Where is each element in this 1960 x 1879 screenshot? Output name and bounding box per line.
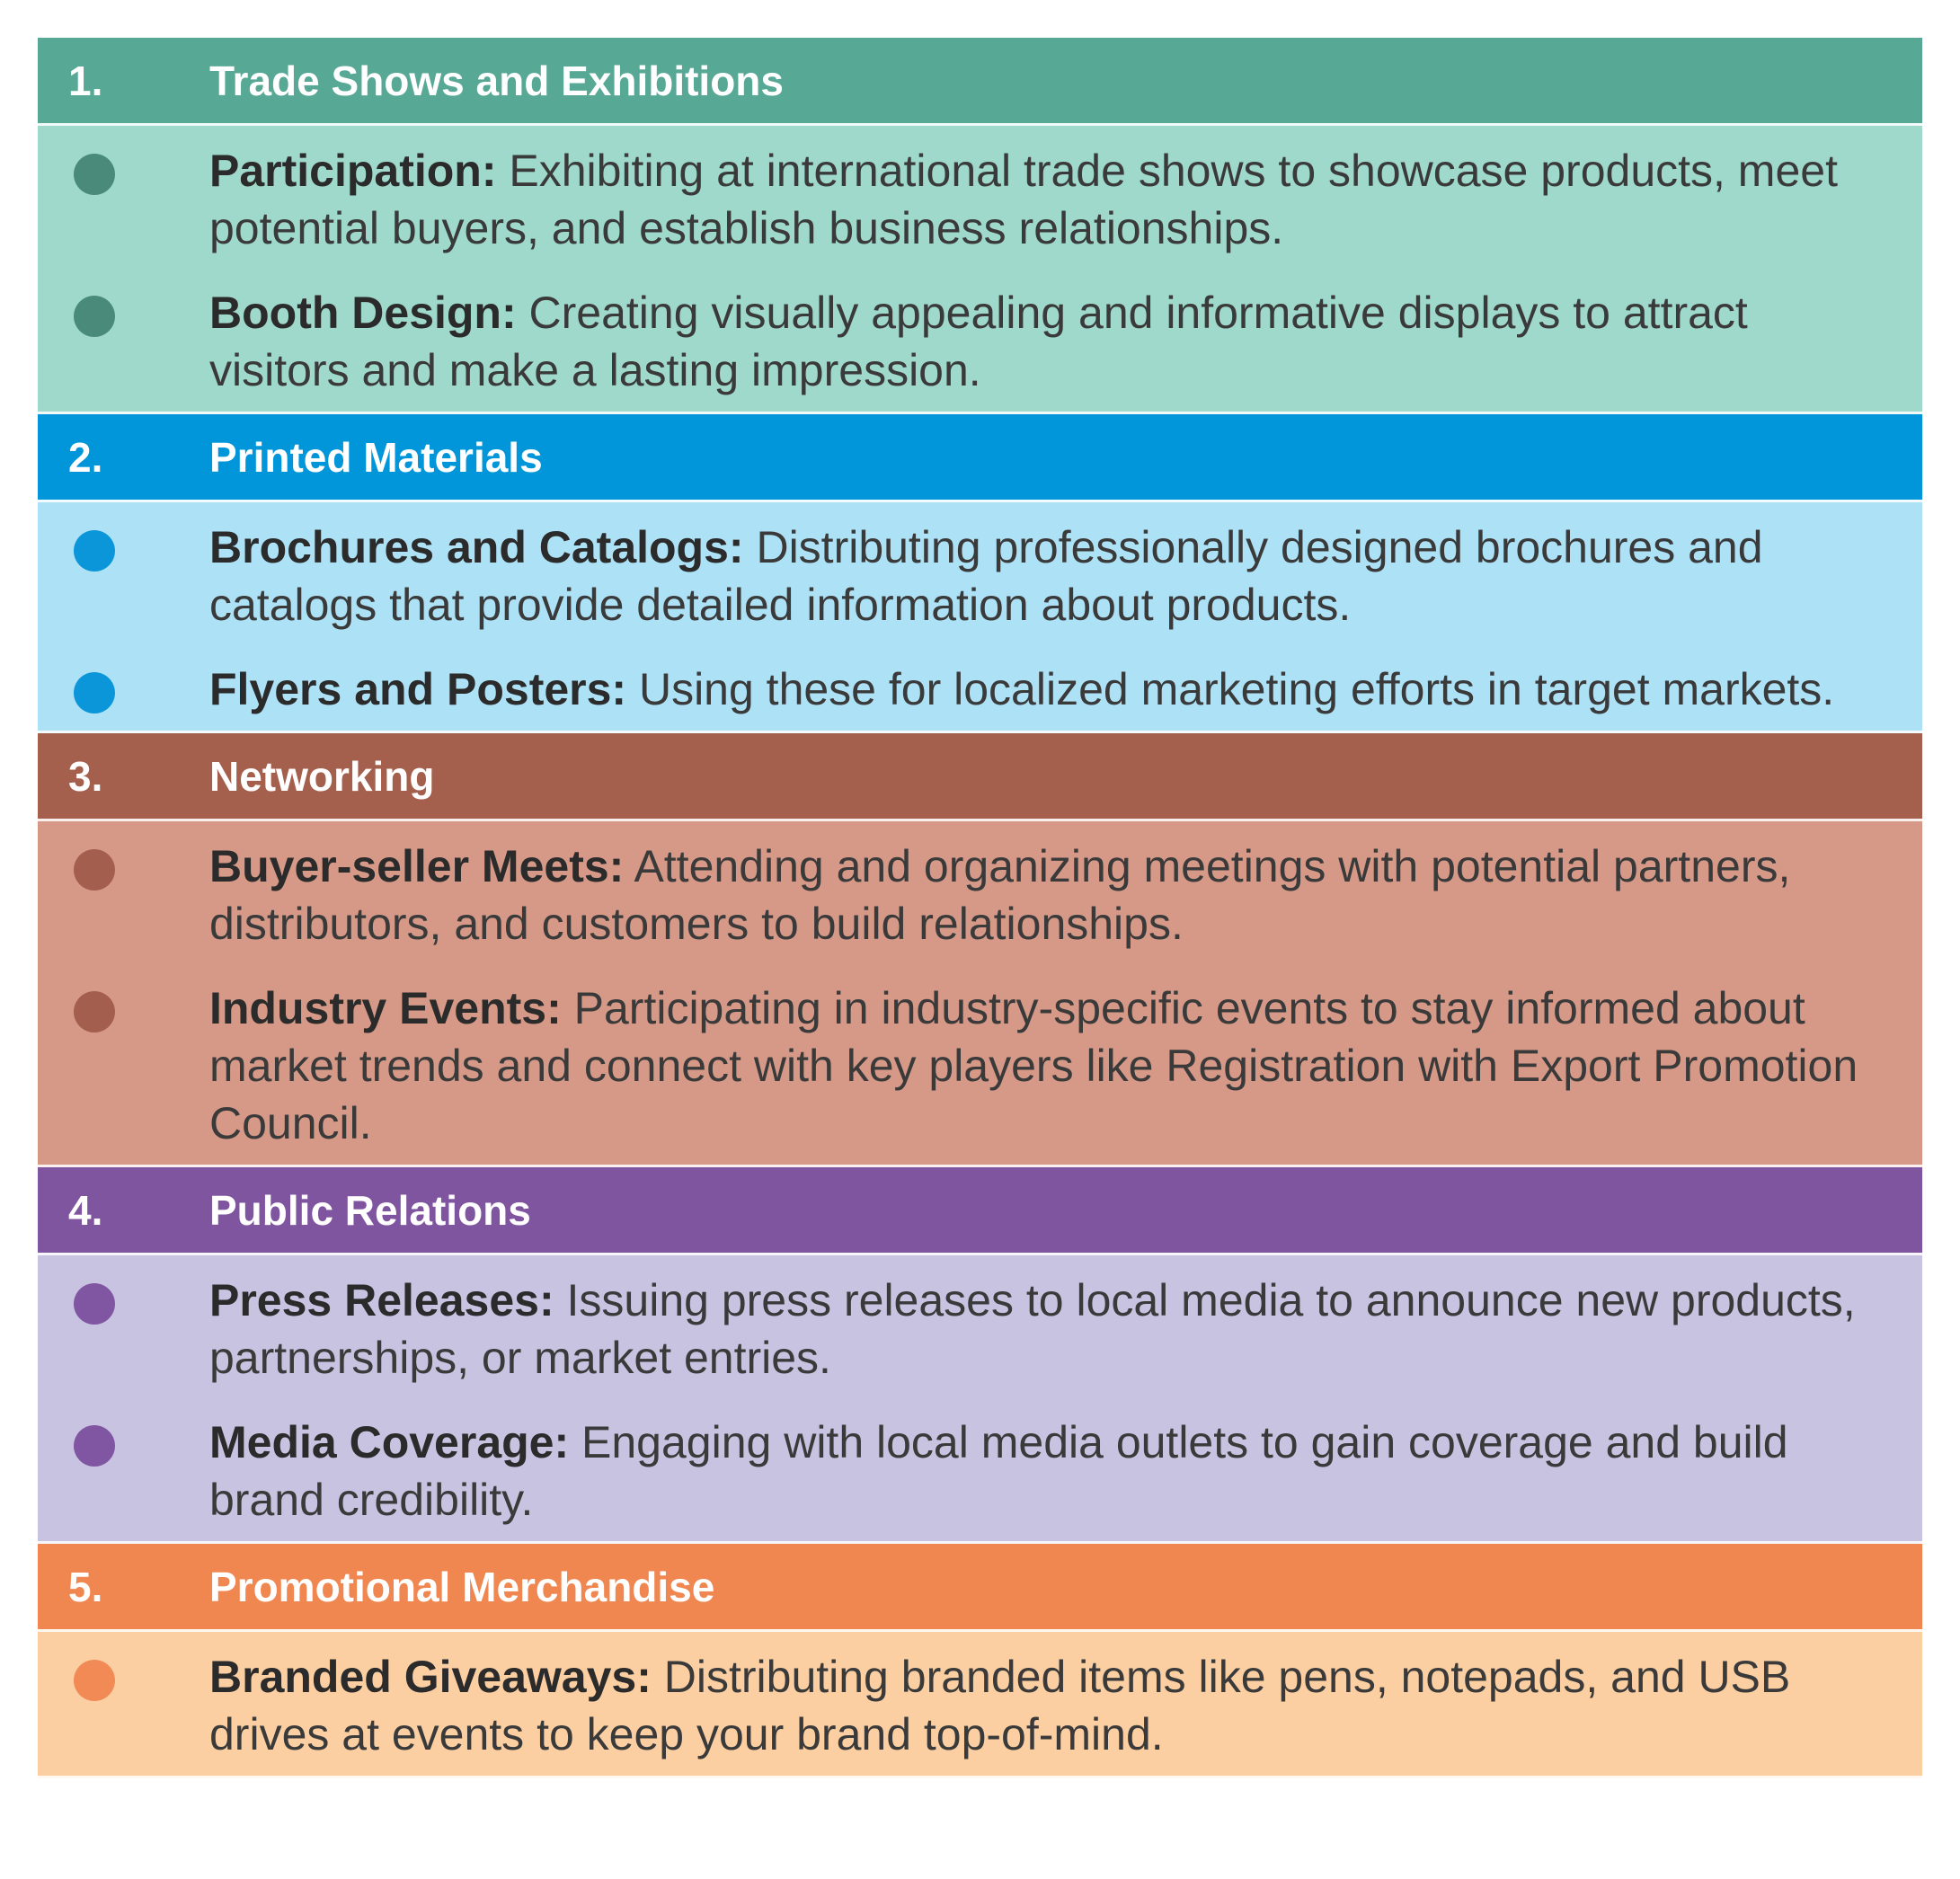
item-term: Buyer-seller Meets: — [209, 841, 625, 891]
section-public-relations — [38, 1167, 1922, 1544]
list-item — [38, 142, 1922, 257]
item-text: Exhibiting at international trade shows to showcase products, meet potential buyers, and establish business relationships. — [209, 146, 1838, 253]
section-title: Trade Shows and Exhibitions — [209, 57, 784, 104]
bullet-icon — [74, 991, 115, 1033]
item-text: Attending and organizing meetings with potential partners, distributors, and customers to build relationships. — [209, 841, 1791, 949]
section-number: 5. — [68, 1563, 103, 1610]
section-header — [38, 38, 1922, 123]
section-body — [38, 123, 1922, 414]
section-header — [38, 733, 1922, 819]
section-body — [38, 500, 1922, 733]
list-item — [38, 838, 1922, 953]
section-title: Networking — [209, 752, 435, 800]
bullet-icon — [74, 530, 115, 572]
item-term: Press Releases: — [209, 1275, 554, 1325]
section-body — [38, 819, 1922, 1167]
list-item — [38, 284, 1922, 399]
item-text: Participating in industry-specific events to stay informed about market trends and connect with key players like Registration with Export Promotion Council. — [209, 983, 1858, 1148]
section-networking — [38, 733, 1922, 1167]
section-body — [38, 1629, 1922, 1778]
list-item — [38, 1272, 1922, 1387]
item-text: Issuing press releases to local media to announce new products, partnerships, or market entries. — [209, 1275, 1856, 1383]
list-item — [38, 518, 1922, 634]
list-item — [38, 1414, 1922, 1529]
list-item — [38, 660, 1922, 718]
section-printed-materials — [38, 414, 1922, 733]
bullet-icon — [74, 1660, 115, 1701]
list-item — [38, 979, 1922, 1152]
section-number: 4. — [68, 1186, 103, 1234]
section-number: 2. — [68, 433, 103, 481]
section-header — [38, 1167, 1922, 1253]
item-text: Distributing branded items like pens, notepads, and USB drives at events to keep your brand top-of-mind. — [209, 1652, 1791, 1759]
bullet-icon — [74, 296, 115, 337]
item-term: Industry Events: — [209, 983, 562, 1033]
bullet-icon — [74, 672, 115, 713]
section-number: 3. — [68, 752, 103, 800]
section-promotional-merchandise — [38, 1544, 1922, 1778]
section-trade-shows — [38, 38, 1922, 414]
section-title: Promotional Merchandise — [209, 1563, 715, 1610]
item-text: Using these for localized marketing efforts in target markets. — [626, 664, 1835, 714]
bullet-icon — [74, 1283, 115, 1325]
section-title: Printed Materials — [209, 433, 543, 481]
item-term: Branded Giveaways: — [209, 1652, 652, 1702]
section-number: 1. — [68, 57, 103, 104]
item-text: Distributing professionally designed brochures and catalogs that provide detailed information about products. — [209, 522, 1763, 630]
promotion-methods-table — [38, 38, 1922, 1778]
list-item — [38, 1648, 1922, 1763]
section-header — [38, 1544, 1922, 1629]
section-header — [38, 414, 1922, 500]
bullet-icon — [74, 154, 115, 195]
item-term: Media Coverage: — [209, 1417, 570, 1467]
section-title: Public Relations — [209, 1186, 531, 1234]
item-term: Booth Design: — [209, 288, 517, 338]
bullet-icon — [74, 849, 115, 891]
bullet-icon — [74, 1425, 115, 1467]
item-term: Flyers and Posters: — [209, 664, 627, 714]
section-body — [38, 1253, 1922, 1544]
item-text: Engaging with local media outlets to gain coverage and build brand credibility. — [209, 1417, 1788, 1525]
item-term: Brochures and Catalogs: — [209, 522, 744, 572]
item-text: Creating visually appealing and informative displays to attract visitors and make a lasting impression. — [209, 288, 1748, 395]
item-term: Participation: — [209, 146, 497, 196]
